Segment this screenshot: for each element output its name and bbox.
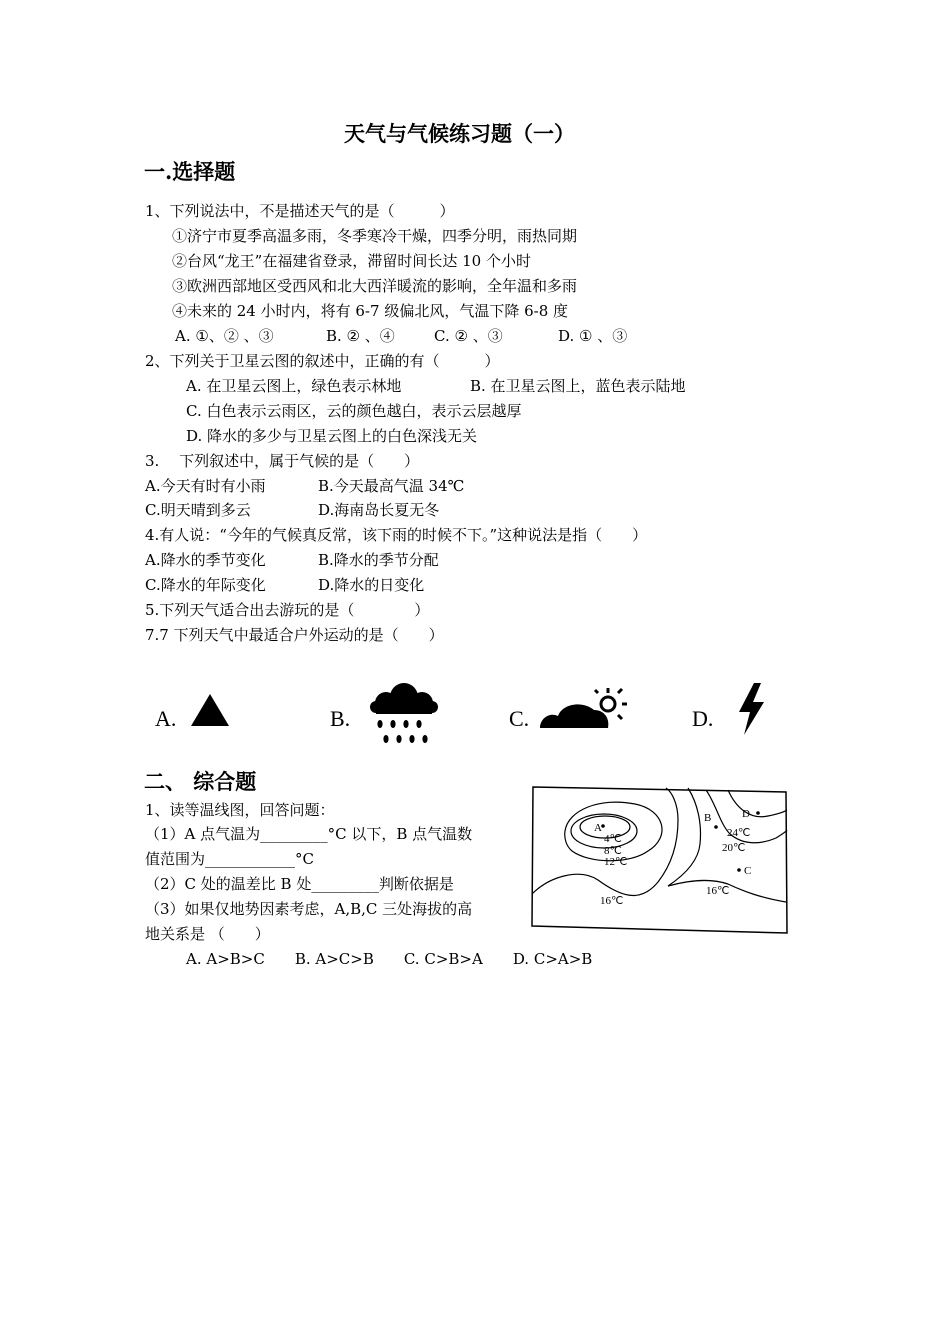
map-label-16c-right: 16℃ [706, 885, 730, 897]
comp-part2: （2）C 处的温差比 B 处_________判断依据是 [145, 875, 454, 893]
map-label-16c-left: 16℃ [600, 895, 624, 907]
q2-option-a: A. 在卫星云图上，绿色表示林地 [186, 377, 402, 395]
q4-option-c: C.降水的年际变化 [145, 576, 266, 594]
q1-option-b: B. ② 、④ [326, 327, 395, 345]
q4-option-b: B.降水的季节分配 [318, 551, 439, 569]
lightning-icon [735, 682, 767, 736]
map-label-d: D [742, 808, 750, 820]
map-label-8c: 8℃ [604, 845, 622, 857]
map-label-c: C [744, 865, 752, 877]
comp-part1-line1: （1）A 点气温为_________°C 以下，B 点气温数 [145, 825, 473, 843]
comp-question: 1、读等温线图，回答问题： [145, 801, 335, 819]
weather-option-d-label: D. [692, 706, 714, 731]
weather-option-a-label: A. [155, 706, 177, 731]
map-label-a: A [594, 822, 602, 834]
q4-stem: 4.有人说：“今年的气候真反常，该下雨的时候不下。”这种说法是指（ ） [145, 526, 648, 544]
q1-statement-1: ①济宁市夏季高温多雨，冬季寒冷干燥，四季分明，雨热同期 [172, 227, 578, 245]
map-label-24c: 24℃ [727, 827, 751, 839]
q1-option-c: C. ② 、③ [434, 327, 503, 345]
q2-option-c: C. 白色表示云雨区，云的颜色越白，表示云层越厚 [186, 402, 522, 420]
comp-part3-line1: （3）如果仅地势因素考虑，A,B,C 三处海拔的高 [145, 900, 473, 918]
page-title: 天气与气候练习题（一） [344, 121, 575, 146]
cloud-sun-icon [538, 686, 628, 732]
q3-option-c: C.明天晴到多云 [145, 501, 251, 519]
weather-option-b-label: B. [330, 706, 351, 731]
q2-stem: 2、下列关于卫星云图的叙述中，正确的有（ ） [145, 352, 500, 370]
q1-option-a: A. ①、② 、③ [175, 327, 274, 345]
map-label-b: B [704, 812, 712, 824]
map-label-12c: 12℃ [604, 856, 628, 868]
q1-stem: 1、下列说法中，不是描述天气的是（ ） [145, 202, 455, 220]
q3-option-b: B.今天最高气温 34℃ [318, 477, 465, 495]
q3-stem: 3. 下列叙述中，属于气候的是（ ） [145, 452, 420, 470]
section-heading-comprehensive: 二、 综合题 [144, 769, 257, 794]
map-label-20c: 20℃ [722, 842, 746, 854]
comp-part3-line2: 地关系是 （ ） [145, 925, 270, 943]
triangle-icon [189, 692, 231, 728]
q3-option-a: A.今天有时有小雨 [145, 477, 266, 495]
isotherm-map [530, 784, 790, 936]
map-label-4c: 4℃ [604, 833, 622, 845]
q7-stem: 7.7 下列天气中最适合户外运动的是（ ） [145, 626, 444, 644]
q1-statement-2: ②台风“龙王”在福建省登录，滞留时间长达 10 个小时 [172, 252, 531, 270]
q1-statement-4: ④未来的 24 小时内，将有 6-7 级偏北风，气温下降 6-8 度 [172, 302, 569, 320]
weather-option-c-label: C. [509, 706, 530, 731]
q1-option-d: D. ① 、③ [558, 327, 628, 345]
q2-option-d: D. 降水的多少与卫星云图上的白色深浅无关 [186, 427, 478, 445]
q1-statement-3: ③欧洲西部地区受西风和北大西洋暖流的影响，全年温和多雨 [172, 277, 578, 295]
q4-option-d: D.降水的日变化 [318, 576, 425, 594]
q5-stem: 5.下列天气适合出去游玩的是（ ） [145, 601, 430, 619]
rain-cloud-icon [366, 681, 442, 747]
q3-option-d: D.海南岛长夏无冬 [318, 501, 440, 519]
section-heading-choice: 一.选择题 [144, 159, 236, 184]
comp-part1-line2: 值范围为____________°C [145, 850, 314, 868]
comp-options: A. A>B>C B. A>C>B C. C>B>A D. C>A>B [186, 950, 593, 968]
q4-option-a: A.降水的季节变化 [145, 551, 266, 569]
q2-option-b: B. 在卫星云图上，蓝色表示陆地 [470, 377, 686, 395]
